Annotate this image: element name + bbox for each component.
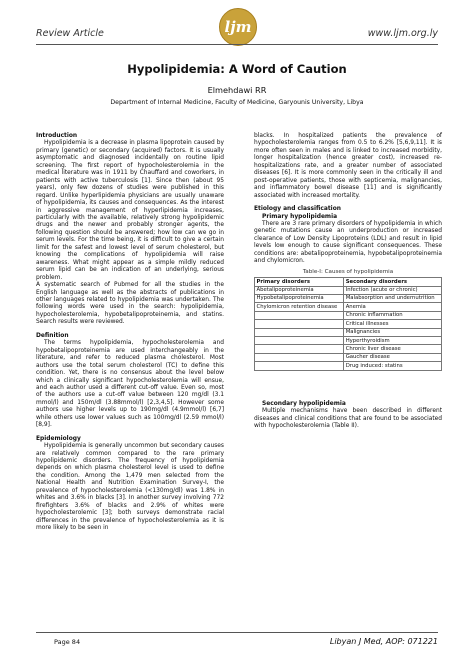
table-cell: Gaucher disease — [344, 353, 442, 361]
table-cell: Hyperthyroidism — [344, 337, 442, 345]
introduction-paragraph-2: A systematic search of Pubmed for all the studies in the English language as well as the abstracts of publications in other languages related to hypolipidemia was undertaken. The following words were used in the search: hypolipidemia, hypocholesterolemia, hypobetalipoproteinemia, and statins. Search results were reviewed. — [36, 282, 224, 326]
table-row — [255, 353, 442, 361]
table-row — [255, 337, 442, 345]
left-column — [36, 133, 224, 533]
table-cell: Hypobetalipoproteinemia — [255, 294, 344, 302]
table-row — [255, 320, 442, 328]
journal-citation: Libyan J Med, AOP: 071221 — [329, 637, 438, 646]
table-cell — [255, 320, 344, 328]
right-column — [254, 133, 442, 430]
table-header-primary: Primary disorders — [255, 278, 344, 286]
page-number: Page 84 — [54, 638, 81, 646]
table-cell: Malabsorption and undernutrition — [344, 294, 442, 302]
table-cell: Chylomicron retention disease — [255, 303, 344, 311]
table-cell: Critical illnesses — [344, 320, 442, 328]
causes-table — [254, 277, 442, 370]
epidemiology-heading: Epidemiology — [36, 435, 81, 442]
header-rule — [36, 44, 438, 45]
article-author: Elmehdawi RR — [207, 85, 267, 95]
table-cell — [255, 362, 344, 370]
table-cell — [255, 345, 344, 353]
table-cell — [255, 311, 344, 319]
table-cell — [255, 328, 344, 336]
table-cell — [255, 353, 344, 361]
table-header-row — [255, 278, 442, 286]
table-cell: Malignancies — [344, 328, 442, 336]
secondary-hypolipidemia-paragraph: Multiple mechanisms have been described in different diseases and clinical conditions that are found to be associated with hypocholesterolemia (Table II). — [254, 408, 442, 429]
primary-hypolipidemia-heading: Primary hypolipidemia — [262, 213, 338, 220]
author-affiliation: Department of Internal Medicine, Faculty of Medicine, Garyounis University, Libya — [110, 99, 364, 106]
etiology-heading: Etiology and classification — [254, 206, 341, 213]
table-cell — [255, 337, 344, 345]
table-header-secondary: Secondary disorders — [344, 278, 442, 286]
definition-heading: Definition — [36, 332, 69, 339]
table-row — [255, 303, 442, 311]
introduction-heading: Introduction — [36, 133, 78, 139]
epidemiology-paragraph: Hypolipidemia is generally uncommon but secondary causes are relatively common compared to the rare primary hypolipidemic disorders. The frequency of hypolipidemia depends on which plasma cholesterol level is used to define the condition. Among the 1,479 men selected from the National Health and Nutrition Examination Survey-I, the prevalence of hypocholesterolemia (<130mg/dl) was 1.8% in whites and 3.6% in blacks [3]. In another survey involving 772 firefighters 3.6% of blacks and 2.9% of whites were hypocholesterolemic [3]; both surveys demonstrate racial differences in the prevalence of hypocholesterolemia as it is more likely to be seen in — [36, 443, 224, 532]
article-type: Review Article — [36, 28, 104, 39]
table-row — [255, 345, 442, 353]
table-caption: Table-I: Causes of hypolipidemia — [302, 268, 394, 275]
table-cell: Chronic liver disease — [344, 345, 442, 353]
definition-paragraph: The terms hypolipidemia, hypocholesterolemia and hypobetalipoproteinemia are used interchangeably in the literature, and refer to reduced plasma cholesterol. Most authors use the total serum cholesterol (TC) to define this condition. Yet, there is no consensus about the level below which a clinically significant hypocholesterolemia will ensue, and each author used a different cut-off value. Even so, most of the authors use a cut-off value between 120 mg/dl (3.1 mmol/l) and 150m/dl (3.88mmol/l) [2,3,4,5]. However some authors use higher levels up to 190mg/dl (4.9mmol/l) [6,7] while others use lower values such as 100mg/dl (2.59 mmol/l) [8,9]. — [36, 340, 224, 429]
footer-rule — [36, 632, 438, 633]
table-row — [255, 286, 442, 294]
epidemiology-paragraph-continued: blacks. In hospitalized patients the prevalence of hypocholesterolemia ranges from 0.5 to 6.2% [5,6,9,11]. It is more often seen in males and is linked to increased morbidity, longer hospitalization (hence greater cost), increased re-hospitalizations rate, and a greater number of associated diseases [6]. It is more commonly seen in the critically ill and post-operative patients, those with septicemia, malignancies, and inflammatory bowel disease [11] and is significantly associated with increased mortality. — [254, 133, 442, 199]
page-header — [36, 18, 438, 50]
journal-logo: ljm — [219, 8, 257, 46]
page-footer — [36, 632, 438, 652]
introduction-paragraph-1: Hypolipidemia is a decrease in plasma lipoprotein caused by primary (genetic) or secondary (acquired) factors. It is usually asymptomatic and diagnosed incidentally on routine lipid screening. The first report of hypocholesterolemia in the medical literature was in 1911 by Chauffard and coworkers, in patients with active tuberculosis [1]. Since then (about 95 years), only few dozens of studies were published in this regard. Unlike hyperlipidemia physicians are usually unaware of hypolipidemia, its causes and consequences. As the interest in aggressive management of hyperlipidemia increases, particularly with the available, relatively strong hypolipidemic drugs and the newer and probably stronger agents, the following question should be answered; how low can we go in serum levels. For the time being, it is difficult to give a certain limit for the safest and lowest level of serum cholesterol, but knowing the complications of hypolipidemia will raise awareness. What might appear as a simple mildly reduced serum lipid can be an indication of an underlying, serious problem. — [36, 140, 224, 281]
primary-hypolipidemia-paragraph: There are 3 rare primary disorders of hypolipidemia in which genetic mutations cause an underproduction or increased clearance of Low Density Lipoproteins (LDL) and result in lipid levels low enough to cause significant consequences. These conditions are: abetalipoproteinemia, hypobetalipoproteinemia and chylomicron. — [254, 220, 442, 265]
table-cell: Infection (acute or chronic) — [344, 286, 442, 294]
table-row — [255, 362, 442, 370]
table-cell: Chronic inflammation — [344, 311, 442, 319]
table-cell: Anemia — [344, 303, 442, 311]
table-cell: Drug induced: statins — [344, 362, 442, 370]
table-row — [255, 294, 442, 302]
table-cell: Abetalipoproteinemia — [255, 286, 344, 294]
journal-url[interactable]: www.ljm.org.ly — [367, 28, 438, 39]
table-row — [255, 328, 442, 336]
article-title: Hypolipidemia: A Word of Caution — [127, 62, 347, 76]
table-row — [255, 311, 442, 319]
secondary-hypolipidemia-heading: Secondary hypolipidemia — [262, 400, 346, 407]
